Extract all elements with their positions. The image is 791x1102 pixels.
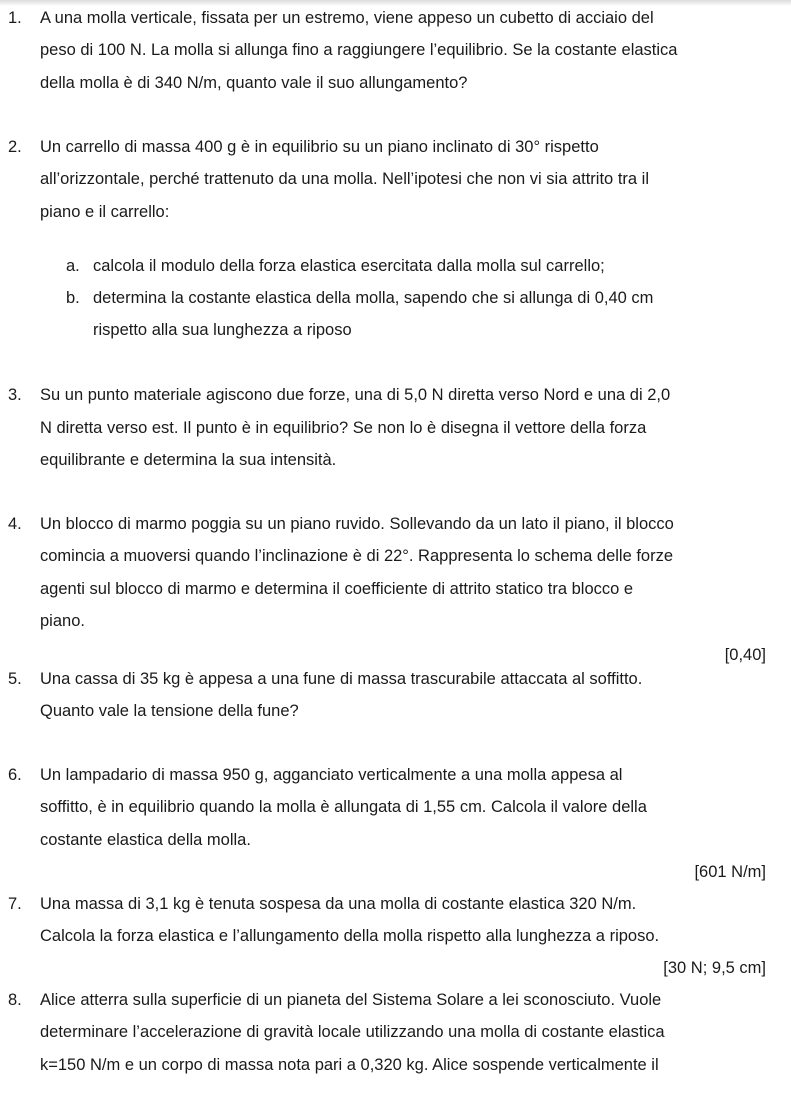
- problem-text-line: Su un punto materiale agiscono due forze, una di 5,0 N diretta verso Nord e una di 2,0: [40, 386, 671, 404]
- problem-text-line: determinare l’accelerazione di gravità locale utilizzando una molla di costante elastica: [40, 1023, 665, 1041]
- problem-text-line: equilibrante e determina la sua intensità.: [40, 451, 337, 469]
- problem-text-line: A una molla verticale, fissata per un estremo, viene appeso un cubetto di acciaio del: [40, 9, 654, 27]
- problem-text-line: comincia a muoversi quando l’inclinazione è di 22°. Rappresenta lo schema delle forze: [40, 547, 674, 565]
- problem-number: 5.: [8, 670, 22, 688]
- problem-text-line: all’orizzontale, perché trattenuto da una molla. Nell’ipotesi che non vi sia attrito tra il: [40, 170, 649, 188]
- subitem-letter: b.: [66, 289, 80, 307]
- problem-text-line: Una massa di 3,1 kg è tenuta sospesa da una molla di costante elastica 320 N/m.: [40, 895, 637, 913]
- problem-number: 7.: [8, 895, 22, 913]
- problem-number: 3.: [8, 386, 22, 404]
- subitem-letter: a.: [66, 257, 80, 275]
- problem-number: 2.: [8, 138, 22, 156]
- subitem-text-line: rispetto alla sua lunghezza a riposo: [93, 321, 352, 339]
- answer-label: [601 N/m]: [694, 863, 766, 881]
- problem-text-line: piano e il carrello:: [40, 203, 170, 221]
- problem-text-line: della molla è di 340 N/m, quanto vale il suo allungamento?: [40, 74, 468, 92]
- problem-text-line: Quanto vale la tensione della fune?: [40, 702, 299, 720]
- problem-text-line: peso di 100 N. La molla si allunga fino a raggiungere l’equilibrio. Se la costante elastica: [40, 41, 678, 59]
- problem-text-line: Un blocco di marmo poggia su un piano ruvido. Sollevando da un lato il piano, il blocco: [40, 515, 674, 533]
- problem-text-line: Alice atterra sulla superficie di un pianeta del Sistema Solare a lei sconosciuto. Vuole: [40, 991, 662, 1009]
- problem-number: 1.: [8, 9, 22, 27]
- problem-number: 4.: [8, 515, 22, 533]
- problem-text-line: Una cassa di 35 kg è appesa a una fune di massa trascurabile attaccata al soffitto.: [40, 670, 643, 688]
- problem-text-line: costante elastica della molla.: [40, 831, 251, 849]
- problem-number: 6.: [8, 766, 22, 784]
- answer-label: [30 N; 9,5 cm]: [663, 959, 766, 977]
- problem-number: 8.: [8, 991, 22, 1009]
- problem-text-line: piano.: [40, 612, 85, 630]
- problem-text-line: agenti sul blocco di marmo e determina il coefficiente di attrito statico tra blocco e: [40, 580, 634, 598]
- problem-text-line: Calcola la forza elastica e l’allungamento della molla rispetto alla lunghezza a riposo.: [40, 927, 660, 945]
- subitem-text-line: determina la costante elastica della molla, sapendo che si allunga di 0,40 cm: [93, 289, 654, 307]
- problem-text-line: N diretta verso est. Il punto è in equilibrio? Se non lo è disegna il vettore della forza: [40, 419, 647, 437]
- problem-text-line: k=150 N/m e un corpo di massa nota pari a 0,320 kg. Alice sospende verticalmente il: [40, 1056, 659, 1074]
- problem-text-line: Un carrello di massa 400 g è in equilibrio su un piano inclinato di 30° rispetto: [40, 138, 599, 156]
- answer-label: [0,40]: [724, 646, 766, 664]
- problem-text-line: soffitto, è in equilibrio quando la molla è allungata di 1,55 cm. Calcola il valore della: [40, 798, 647, 816]
- problem-text-line: Un lampadario di massa 950 g, agganciato verticalmente a una molla appesa al: [40, 766, 623, 784]
- subitem-text-line: calcola il modulo della forza elastica esercitata dalla molla sul carrello;: [93, 257, 605, 275]
